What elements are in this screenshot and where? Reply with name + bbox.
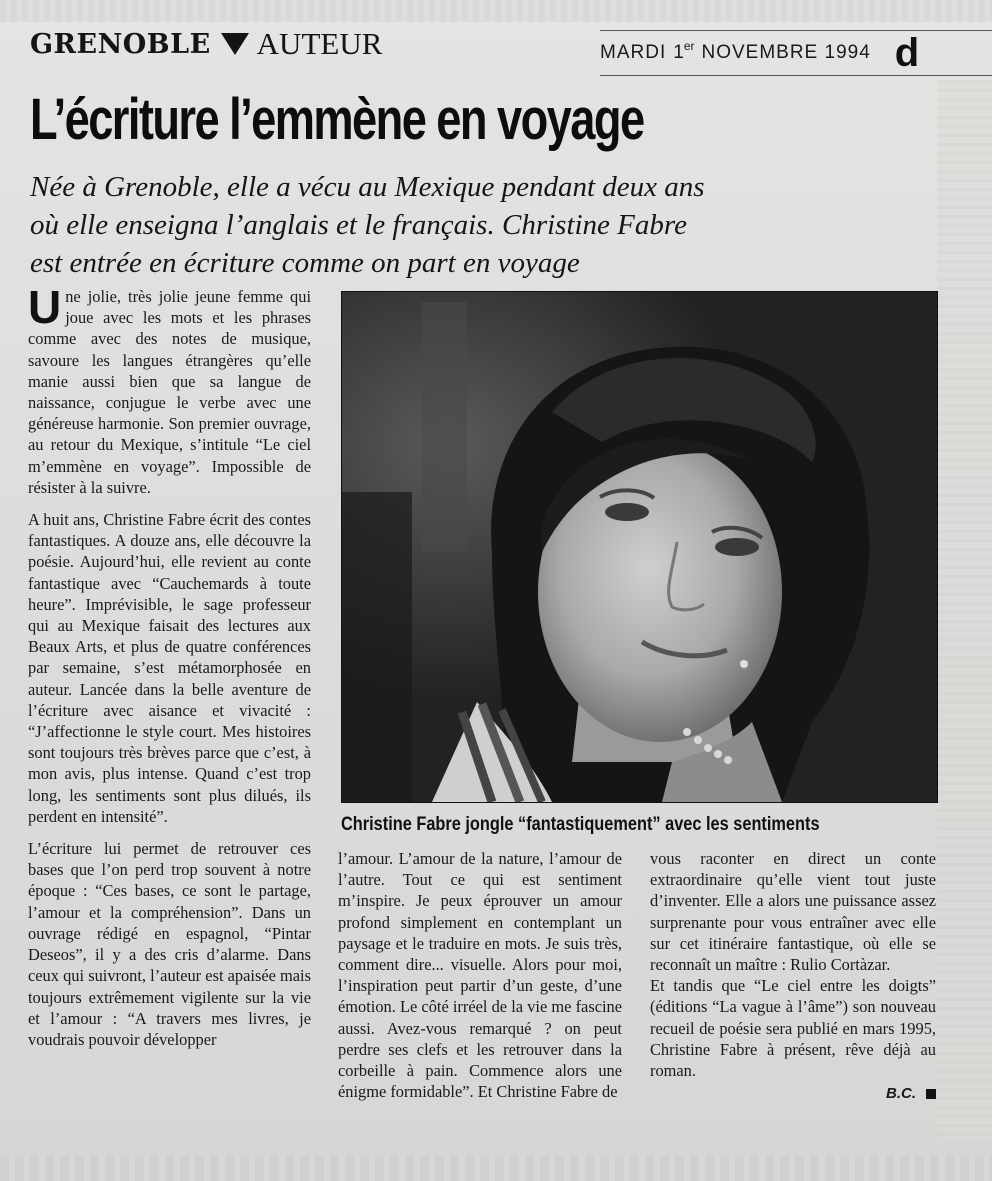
date-month-year: NOVEMBRE 1994 — [701, 42, 871, 63]
author-signature — [650, 1083, 936, 1104]
adjacent-column-bleed-right — [937, 80, 992, 1140]
photo-caption: Christine Fabre jongle “fantastiquement” avec les sentiments — [341, 814, 820, 835]
section-rubric — [30, 24, 382, 64]
rubric-city: GRENOBLE — [30, 28, 211, 60]
article-paragraph: Et tandis que “Le ciel entre les doigts” (éditions “La vague à l’âme”) son nouveau recueil de poésie sera publié en mars 1995, Christine Fabre à présent, rêve déjà au roman. — [650, 976, 936, 1081]
article-column-1 — [28, 281, 311, 1061]
article-paragraph: vous raconter en direct un conte extraordinaire qu’elle vient tout juste d’inventer. Elle a alors une puissance assez surprenante pour vous entraîner avec elle sur cet itinéraire fantastique, où elle se reconnaît un maître : Rulio Cortàzar. — [650, 849, 936, 975]
standfirst — [30, 168, 910, 282]
headline: L’écriture l’emmène en voyage — [30, 87, 644, 152]
standfirst-line: est entrée en écriture comme on part en voyage — [30, 247, 580, 279]
portrait-photo — [341, 291, 938, 803]
article-paragraph — [28, 281, 311, 498]
masthead-fragment: d — [894, 31, 920, 75]
signature-text: B.C. — [886, 1085, 916, 1103]
adjacent-column-bleed-top — [0, 0, 992, 22]
date-day-suffix: er — [683, 39, 695, 53]
dateline — [600, 30, 992, 76]
drop-cap: U — [28, 281, 62, 333]
article-column-3 — [650, 848, 936, 1104]
article-column-2 — [338, 848, 622, 1113]
rubric-section: AUTEUR — [256, 26, 383, 61]
date-day: MARDI — [600, 42, 667, 63]
portrait-illustration — [342, 292, 937, 802]
article-paragraph: l’amour. L’amour de la nature, l’amour de l’autre. Tout ce qui est sentiment m’inspire. Je peux éprouver un amour profond simplement en contemplant un paysage et le traduire en mots. Je suis très, comment dire... visuelle. Alors pour moi, l’inspiration peut partir d’un geste, d’une émotion. Le côté irréel de la vie me fascine aussi. Avez-vous remarqué ? on peut perdre ses clefs et les retrouver dans la corbeille à pain. Commence alors une énigme formidable”. Et Christine Fabre de — [338, 849, 622, 1102]
date-day-number: 1 — [673, 42, 684, 63]
end-square-icon — [926, 1089, 936, 1099]
article-paragraph: A huit ans, Christine Fabre écrit des contes fantastiques. A douze ans, elle découvre la poésie. Aujourd’hui, elle revient au conte fantastique avec “Cauchemards à toute heure”. Imprévisible, le sage professeur qui au Mexique faisait des lectures aux Beaux Arts, et plus de quatre conférences par semaine, s’est métamorphosée en auteur. Lancée dans la belle aventure de l’écriture avec aisance et vivacité : “J’affectionne le style court. Mes histoires sont toujours très brèves parce que c’est, à mon avis, plus intense. Quand c’est trop long, les sentiments sont plus dilués, ils perdent en intensité”. — [28, 510, 311, 826]
paragraph-text: ne jolie, très jolie jeune femme qui joue avec les mots et les phrases comme avec des notes de musique, savoure les langues étrangères qu’elle manie aussi bien que sa langue de naissance, conjugue le verbe avec une généreuse harmonie. Son premier ouvrage, au retour du Mexique, s’intitule “Le ciel m’emmène en voyage”. Impossible de résister à la suivre. — [28, 287, 311, 497]
standfirst-line: où elle enseigna l’anglais et le français. Christine Fabre — [30, 209, 687, 241]
triangle-down-icon — [221, 33, 249, 55]
standfirst-line: Née à Grenoble, elle a vécu au Mexique pendant deux ans — [30, 171, 705, 203]
adjacent-column-bleed-bottom — [0, 1155, 992, 1181]
article-paragraph: L’écriture lui permet de retrouver ces bases que l’on perd trop souvent à notre époque : “Ces bases, ce sont le partage, l’amour et la compréhension”. Dans un ouvrage rédigé en espagnol, “Pintar Deseos”, il y a des cris d’alarme. Dans ceux qui suivront, l’auteur est apaisée mais toujours extrêmement vigilente sur la vie et l’amour : “A travers mes livres, je voudrais pouvoir développer — [28, 839, 311, 1049]
